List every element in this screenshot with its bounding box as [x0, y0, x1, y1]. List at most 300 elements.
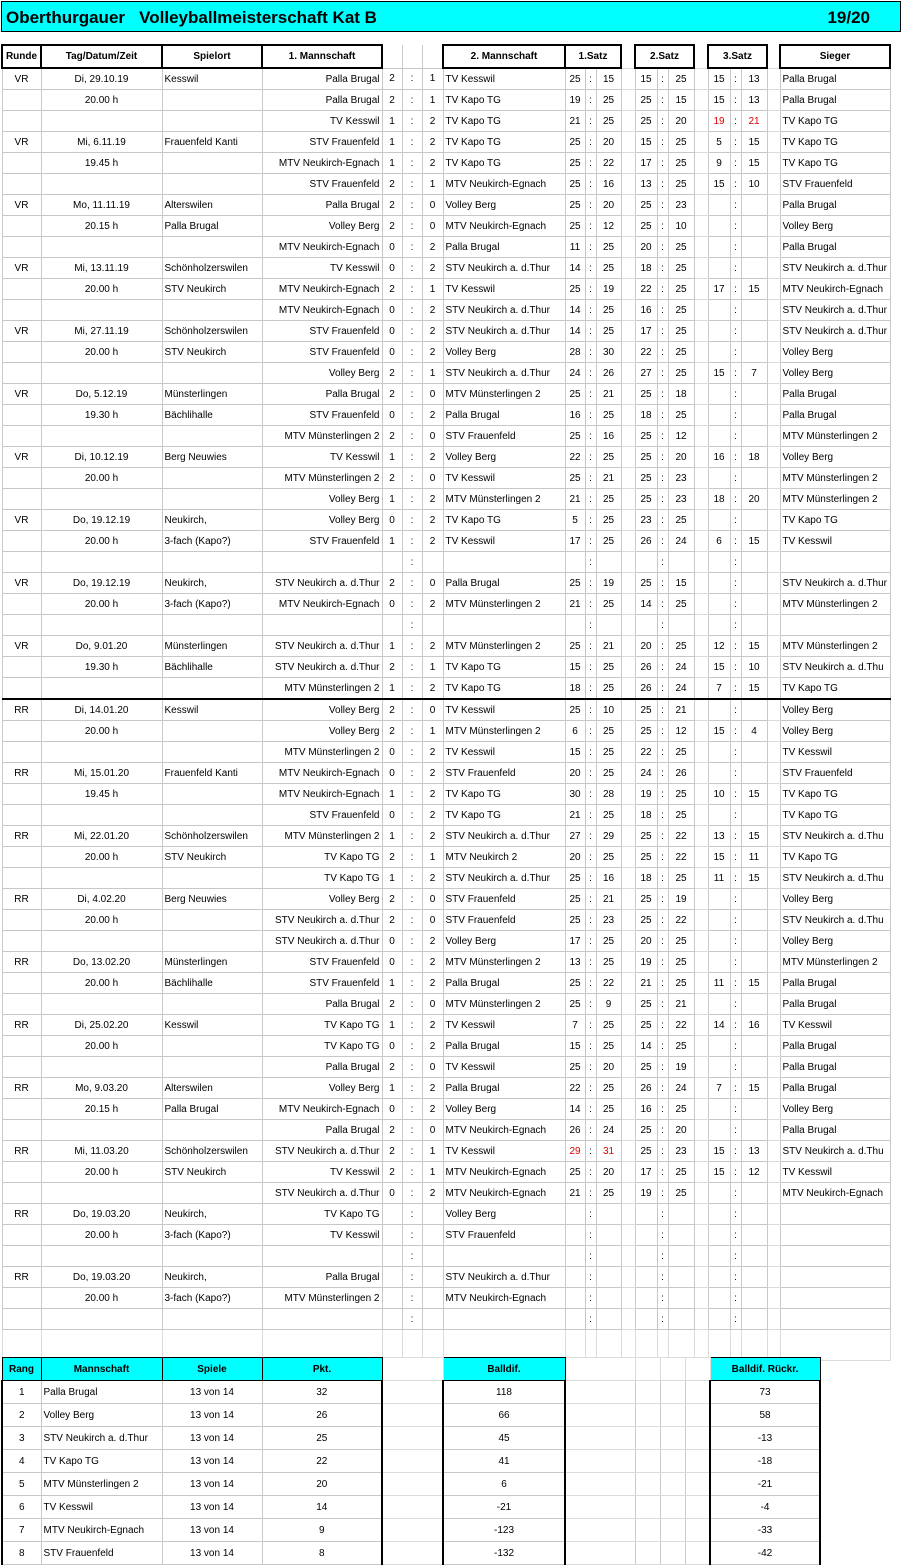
colon: :	[402, 973, 422, 994]
team2-cell: TV Kesswil	[443, 1141, 565, 1162]
set1-team1: 25	[565, 1057, 585, 1078]
team1-cell: TV Kesswil	[262, 111, 382, 132]
set1-team1: 14	[565, 300, 585, 321]
round-cell: VR	[2, 384, 41, 405]
sets-team1: 0	[382, 594, 402, 615]
team1-cell: TV Kesswil	[262, 447, 382, 468]
set2-team2: 23	[668, 468, 694, 489]
set3-team2	[741, 1120, 767, 1141]
date-cell	[41, 805, 162, 826]
set1-team2: 25	[596, 489, 621, 510]
set2-team2: 23	[668, 1141, 694, 1162]
colon: :	[402, 1183, 422, 1204]
date-cell	[41, 1183, 162, 1204]
colon: :	[730, 1015, 741, 1036]
sets-team2: 1	[422, 90, 443, 111]
round-cell	[2, 1246, 41, 1267]
colon: :	[585, 531, 596, 552]
set3-team1: 7	[708, 1078, 730, 1099]
set3-team2: 13	[741, 68, 767, 90]
gap	[621, 195, 635, 216]
colon: :	[657, 489, 668, 510]
colon: :	[585, 931, 596, 952]
sets-team2: 2	[422, 1015, 443, 1036]
sets-team2: 0	[422, 426, 443, 447]
set1-team1	[565, 1267, 585, 1288]
set3-team2: 15	[741, 1078, 767, 1099]
colon: :	[402, 468, 422, 489]
set2-team1: 16	[635, 300, 657, 321]
gap	[767, 1078, 780, 1099]
venue-cell	[162, 363, 262, 384]
colon: :	[730, 1267, 741, 1288]
set2-team1: 25	[635, 468, 657, 489]
sets-team1: 2	[382, 384, 402, 405]
colon: :	[585, 952, 596, 973]
table-row	[2, 994, 890, 1015]
colon: :	[585, 510, 596, 531]
set1-team1: 25	[565, 573, 585, 594]
colon: :	[657, 721, 668, 742]
colon: :	[657, 258, 668, 279]
gap	[767, 1309, 780, 1330]
colon: :	[402, 1120, 422, 1141]
gap	[694, 1141, 708, 1162]
set1-team1: 25	[565, 699, 585, 721]
team1-cell: TV Kapo TG	[262, 1015, 382, 1036]
set2-team2	[668, 1225, 694, 1246]
gap	[621, 742, 635, 763]
venue-cell: Münsterlingen	[162, 384, 262, 405]
set3-team1	[708, 258, 730, 279]
team2-cell: STV Frauenfeld	[443, 1225, 565, 1246]
set2-team2: 25	[668, 279, 694, 300]
gap	[621, 132, 635, 153]
colon: :	[657, 90, 668, 111]
set2-team2: 25	[668, 174, 694, 195]
gap	[767, 426, 780, 447]
sets-team1: 2	[382, 195, 402, 216]
set1-team2	[596, 552, 621, 573]
team2-cell: MTV Münsterlingen 2	[443, 636, 565, 657]
set3-team2	[741, 1225, 767, 1246]
sets-team2	[422, 1204, 443, 1225]
gap	[621, 68, 635, 90]
colon: :	[730, 132, 741, 153]
sets-team1: 0	[382, 300, 402, 321]
colon: :	[585, 552, 596, 573]
set1-team1	[565, 1204, 585, 1225]
round-cell	[2, 1309, 41, 1330]
colon: :	[730, 952, 741, 973]
set3-team2	[741, 1246, 767, 1267]
set3-team2	[741, 321, 767, 342]
set2-team1: 25	[635, 1141, 657, 1162]
colon: :	[730, 552, 741, 573]
rank-cell: 5	[2, 1473, 41, 1496]
date-cell: 20.15 h	[41, 216, 162, 237]
round-cell: VR	[2, 510, 41, 531]
set1-team2: 29	[596, 826, 621, 847]
date-cell: Di, 29.10.19	[41, 68, 162, 90]
team2-cell: STV Neukirch a. d.Thur	[443, 826, 565, 847]
colon: :	[402, 1246, 422, 1267]
balldiff-cell: -123	[443, 1519, 565, 1542]
sets-team1: 1	[382, 973, 402, 994]
gap	[621, 468, 635, 489]
colon: :	[402, 279, 422, 300]
sets-team1: 1	[382, 636, 402, 657]
sets-team1: 1	[382, 868, 402, 889]
team2-cell: TV Kapo TG	[443, 657, 565, 678]
colon: :	[657, 1015, 668, 1036]
winner-cell: MTV Münsterlingen 2	[780, 489, 890, 510]
sets-team2: 2	[422, 1099, 443, 1120]
set1-team1	[565, 1288, 585, 1309]
gap	[621, 1288, 635, 1309]
round-cell	[2, 1225, 41, 1246]
set1-team1: 17	[565, 931, 585, 952]
gap	[694, 847, 708, 868]
colon: :	[402, 931, 422, 952]
set3-team2	[741, 763, 767, 784]
date-cell	[41, 1309, 162, 1330]
colon: :	[730, 615, 741, 636]
colon: :	[402, 1078, 422, 1099]
team2-cell: STV Frauenfeld	[443, 889, 565, 910]
set2-team1: 24	[635, 763, 657, 784]
sets-team1: 2	[382, 468, 402, 489]
venue-cell	[162, 1309, 262, 1330]
set2-team2: 25	[668, 636, 694, 657]
gap	[694, 1057, 708, 1078]
gap	[767, 1267, 780, 1288]
team1-cell: Palla Brugal	[262, 90, 382, 111]
team2-cell: MTV Münsterlingen 2	[443, 384, 565, 405]
gap	[621, 405, 635, 426]
colon: :	[730, 721, 741, 742]
set2-team2: 25	[668, 237, 694, 258]
colon: :	[657, 1225, 668, 1246]
set3-team2	[741, 195, 767, 216]
standings-row	[2, 1404, 820, 1427]
gap	[694, 615, 708, 636]
winner-cell: TV Kapo TG	[780, 847, 890, 868]
round-cell	[2, 531, 41, 552]
col-set2: 2.Satz	[635, 45, 694, 68]
gap	[621, 699, 635, 721]
colon: :	[730, 489, 741, 510]
table-row	[2, 889, 890, 910]
gap	[621, 678, 635, 700]
gap	[767, 868, 780, 889]
colon: :	[402, 300, 422, 321]
team2-cell: MTV Neukirch-Egnach	[443, 1162, 565, 1183]
colon: :	[402, 868, 422, 889]
table-row	[2, 763, 890, 784]
date-cell: 19.30 h	[41, 657, 162, 678]
gap	[621, 1309, 635, 1330]
colon: :	[585, 1015, 596, 1036]
set1-team2: 25	[596, 594, 621, 615]
table-row	[2, 132, 890, 153]
set1-team2: 25	[596, 531, 621, 552]
gap	[621, 1162, 635, 1183]
gap	[767, 510, 780, 531]
venue-cell	[162, 468, 262, 489]
colon: :	[730, 1141, 741, 1162]
colon: :	[730, 90, 741, 111]
table-row	[2, 321, 890, 342]
gap	[621, 1078, 635, 1099]
table-row	[2, 279, 890, 300]
standings-row	[2, 1427, 820, 1450]
colon: :	[585, 1267, 596, 1288]
set2-team1: 25	[635, 994, 657, 1015]
season-label: 19/20	[827, 8, 870, 27]
venue-cell: STV Neukirch	[162, 279, 262, 300]
venue-cell: Kesswil	[162, 1015, 262, 1036]
colon: :	[402, 1036, 422, 1057]
team1-cell: MTV Neukirch-Egnach	[262, 594, 382, 615]
team1-cell: Volley Berg	[262, 889, 382, 910]
gap	[694, 510, 708, 531]
team2-cell: TV Kesswil	[443, 699, 565, 721]
set1-team1: 27	[565, 826, 585, 847]
sets-team1: 1	[382, 489, 402, 510]
winner-cell: STV Frauenfeld	[780, 763, 890, 784]
rank-cell: 1	[2, 1381, 41, 1404]
colon: :	[402, 805, 422, 826]
winner-cell: Volley Berg	[780, 699, 890, 721]
set3-team1: 17	[708, 279, 730, 300]
winner-cell	[780, 1267, 890, 1288]
col-rank: Rang	[2, 1358, 41, 1381]
colon: :	[402, 1288, 422, 1309]
set1-team1: 14	[565, 258, 585, 279]
sets-team1: 2	[382, 426, 402, 447]
colon: :	[730, 426, 741, 447]
team1-cell: STV Neukirch a. d.Thur	[262, 931, 382, 952]
round-cell	[2, 153, 41, 174]
colon: :	[657, 1183, 668, 1204]
sets-team1: 1	[382, 132, 402, 153]
set3-team1: 12	[708, 636, 730, 657]
table-row	[2, 973, 890, 994]
gap	[767, 468, 780, 489]
winner-cell: TV Kesswil	[780, 1015, 890, 1036]
set3-team2: 10	[741, 657, 767, 678]
set3-team1: 10	[708, 784, 730, 805]
colon: :	[657, 742, 668, 763]
winner-cell: MTV Münsterlingen 2	[780, 636, 890, 657]
set1-team2: 22	[596, 153, 621, 174]
colon: :	[402, 1057, 422, 1078]
set1-team2: 20	[596, 1162, 621, 1183]
set3-team2	[741, 1309, 767, 1330]
set3-team2: 20	[741, 489, 767, 510]
gap	[621, 447, 635, 468]
table-row	[2, 552, 890, 573]
table-header-row	[2, 45, 890, 68]
date-cell: 20.00 h	[41, 468, 162, 489]
set1-team2	[596, 615, 621, 636]
venue-cell: 3-fach (Kapo?)	[162, 531, 262, 552]
team2-cell: TV Kapo TG	[443, 678, 565, 700]
team2-cell: STV Frauenfeld	[443, 426, 565, 447]
gap	[694, 384, 708, 405]
sets-team2: 0	[422, 1057, 443, 1078]
set2-team2: 22	[668, 1015, 694, 1036]
colon: :	[402, 952, 422, 973]
gap	[621, 1015, 635, 1036]
gap	[694, 910, 708, 931]
sets-team2: 0	[422, 994, 443, 1015]
gap	[694, 216, 708, 237]
table-row	[2, 910, 890, 931]
sets-team1	[382, 1225, 402, 1246]
set2-team2	[668, 552, 694, 573]
colon: :	[402, 405, 422, 426]
colon: :	[657, 763, 668, 784]
set2-team1	[635, 1225, 657, 1246]
table-row	[2, 1036, 890, 1057]
balldiff-cell: 6	[443, 1473, 565, 1496]
set1-team2: 23	[596, 910, 621, 931]
round-cell	[2, 657, 41, 678]
winner-cell: Volley Berg	[780, 363, 890, 384]
set1-team1: 7	[565, 1015, 585, 1036]
set3-team1: 15	[708, 90, 730, 111]
date-cell: 20.00 h	[41, 90, 162, 111]
set2-team1: 19	[635, 784, 657, 805]
set2-team1: 25	[635, 216, 657, 237]
gap	[694, 405, 708, 426]
gap	[694, 111, 708, 132]
team1-cell: MTV Neukirch-Egnach	[262, 763, 382, 784]
colon: :	[402, 678, 422, 700]
winner-cell: Palla Brugal	[780, 195, 890, 216]
colon: :	[585, 763, 596, 784]
gap	[767, 1057, 780, 1078]
colon: :	[730, 1099, 741, 1120]
gap	[767, 1141, 780, 1162]
colon: :	[730, 594, 741, 615]
set1-team2: 16	[596, 426, 621, 447]
winner-cell: MTV Münsterlingen 2	[780, 426, 890, 447]
team2-cell: STV Neukirch a. d.Thur	[443, 1267, 565, 1288]
set3-team2	[741, 1204, 767, 1225]
balldiff-rr-cell: 73	[710, 1381, 820, 1404]
venue-cell	[162, 1057, 262, 1078]
set3-team1	[708, 1246, 730, 1267]
set3-team1	[708, 237, 730, 258]
venue-cell: Palla Brugal	[162, 1099, 262, 1120]
colon: :	[657, 468, 668, 489]
set2-team1: 21	[635, 973, 657, 994]
set1-team1: 5	[565, 510, 585, 531]
table-row	[2, 405, 890, 426]
venue-cell	[162, 111, 262, 132]
colon: :	[585, 657, 596, 678]
table-row	[2, 531, 890, 552]
gap	[621, 216, 635, 237]
set3-team2	[741, 258, 767, 279]
team2-cell: TV Kesswil	[443, 1015, 565, 1036]
sheet-title: Oberthurgauer Volleyballmeisterschaft Kat B	[6, 8, 377, 27]
gap	[621, 258, 635, 279]
set1-team2: 16	[596, 174, 621, 195]
col-team2: 2. Mannschaft	[443, 45, 565, 68]
set3-team2: 15	[741, 784, 767, 805]
team2-cell: Palla Brugal	[443, 1036, 565, 1057]
set3-team1	[708, 994, 730, 1015]
col-date: Tag/Datum/Zeit	[41, 45, 162, 68]
date-cell	[41, 1120, 162, 1141]
colon: :	[585, 699, 596, 721]
set3-team1	[708, 805, 730, 826]
gap	[621, 805, 635, 826]
set2-team1: 13	[635, 174, 657, 195]
set3-team2	[741, 342, 767, 363]
set2-team2: 20	[668, 1120, 694, 1141]
team2-cell: MTV Neukirch-Egnach	[443, 216, 565, 237]
points-cell: 22	[262, 1450, 382, 1473]
set3-team2	[741, 1183, 767, 1204]
venue-cell: Berg Neuwies	[162, 889, 262, 910]
colon: :	[402, 174, 422, 195]
set1-team1: 15	[565, 657, 585, 678]
colon: :	[585, 1141, 596, 1162]
venue-cell: Schönholzerswilen	[162, 321, 262, 342]
round-cell	[2, 931, 41, 952]
gap	[621, 1183, 635, 1204]
set1-team2: 20	[596, 195, 621, 216]
sets-team1: 0	[382, 342, 402, 363]
gap	[767, 384, 780, 405]
colon: :	[585, 1099, 596, 1120]
team1-cell: TV Kesswil	[262, 258, 382, 279]
gap	[694, 889, 708, 910]
set3-team1	[708, 699, 730, 721]
sets-team2: 2	[422, 237, 443, 258]
team2-cell: Volley Berg	[443, 1204, 565, 1225]
gap	[621, 763, 635, 784]
team2-cell: Volley Berg	[443, 342, 565, 363]
date-cell: Mi, 15.01.20	[41, 763, 162, 784]
colon: :	[402, 426, 422, 447]
gap	[767, 1183, 780, 1204]
set2-team2: 25	[668, 805, 694, 826]
colon: :	[730, 699, 741, 721]
set1-team2: 25	[596, 510, 621, 531]
team1-cell: STV Neukirch a. d.Thur	[262, 657, 382, 678]
set3-team1: 7	[708, 678, 730, 700]
set3-team1: 13	[708, 826, 730, 847]
games-cell: 13 von 14	[162, 1542, 262, 1565]
team1-cell: STV Frauenfeld	[262, 952, 382, 973]
team1-cell: MTV Münsterlingen 2	[262, 1288, 382, 1309]
team1-cell	[262, 1246, 382, 1267]
date-cell: 20.00 h	[41, 531, 162, 552]
set3-team1	[708, 1204, 730, 1225]
set1-team2	[596, 1288, 621, 1309]
set1-team1: 25	[565, 153, 585, 174]
venue-cell: Kesswil	[162, 68, 262, 90]
sets-team2: 1	[422, 721, 443, 742]
set1-team1: 14	[565, 321, 585, 342]
colon: :	[585, 216, 596, 237]
